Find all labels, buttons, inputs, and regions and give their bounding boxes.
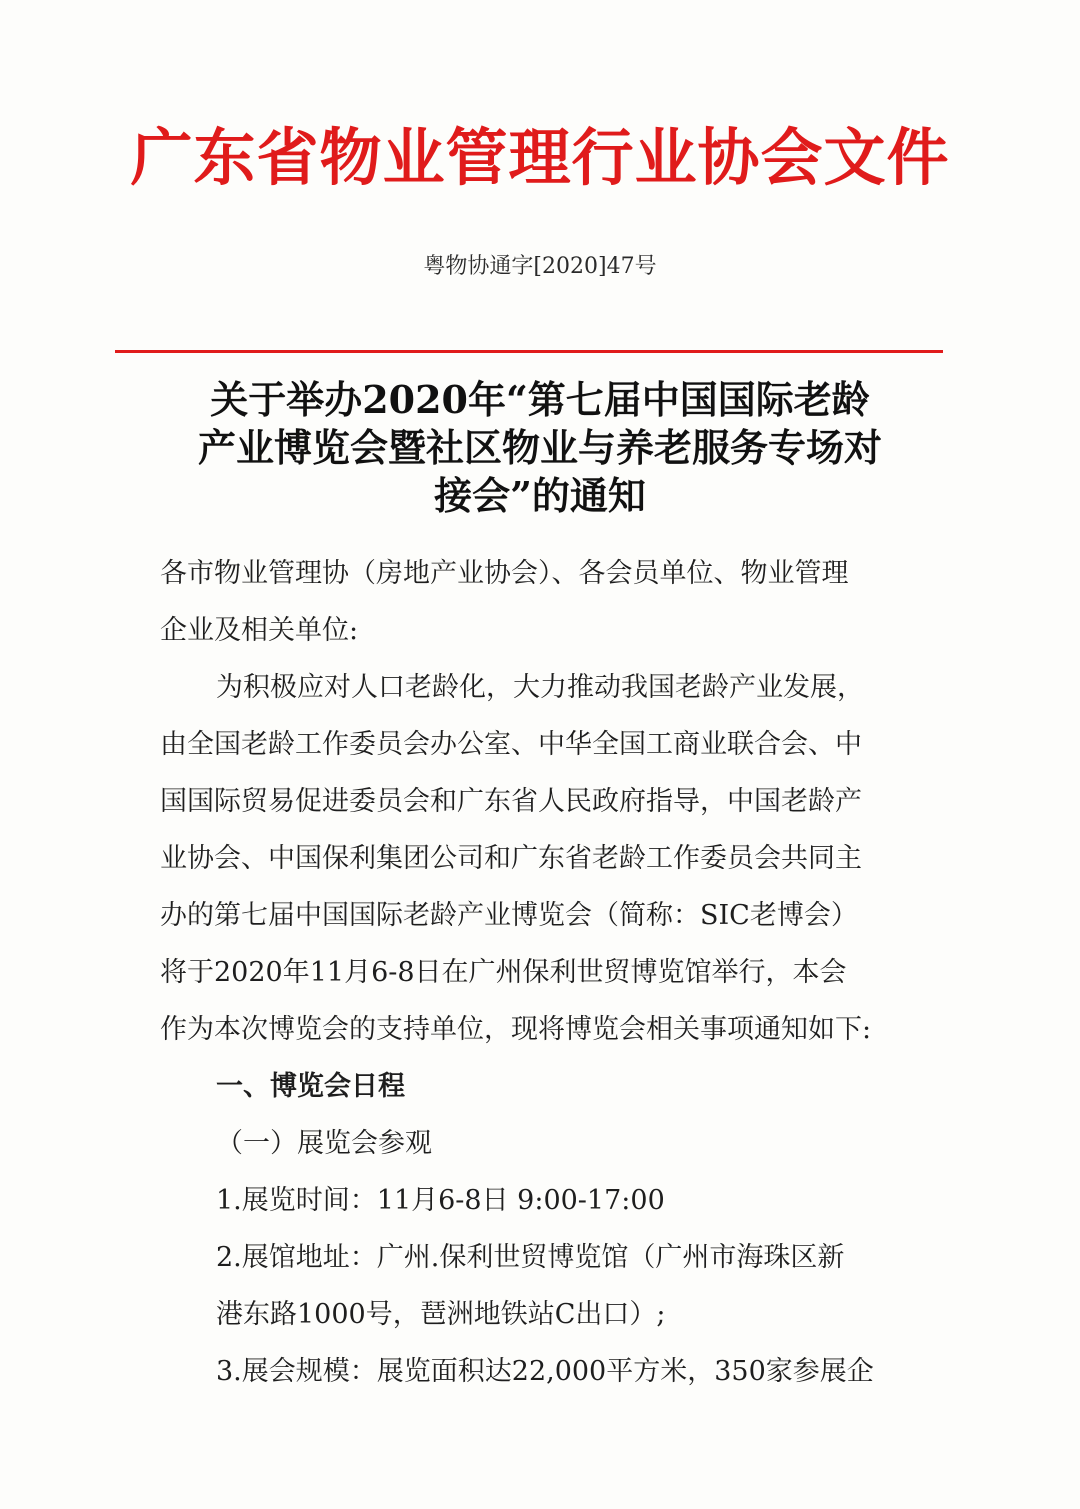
paragraph-line: 为积极应对人口老龄化，大力推动我国老龄产业发展，	[216, 672, 864, 703]
item-venue-address-cont: 港东路1000号，琶洲地铁站C出口）;	[216, 1299, 666, 1330]
paragraph-line: 国国际贸易促进委员会和广东省人民政府指导，中国老龄产	[160, 786, 862, 817]
salutation-line-1: 各市物业管理协（房地产业协会）、各会员单位、物业管理	[160, 558, 849, 589]
notice-title	[150, 376, 930, 520]
item-exhibition-scale: 3.展会规模：展览面积达22,000平方米，350家参展企	[216, 1356, 874, 1387]
item-exhibition-time: 1.展览时间：11月6-8日 9:00-17:00	[216, 1185, 665, 1216]
notice-title-line-2: 产业博览会暨社区物业与养老服务专场对	[197, 425, 882, 470]
paragraph-line: 办的第七届中国国际老龄产业博览会（简称：SIC老博会）	[160, 900, 858, 931]
document-masthead: 广东省物业管理行业协会文件	[130, 121, 950, 194]
item-venue-address: 2.展馆地址：广州.保利世贸博览馆（广州市海珠区新	[216, 1242, 845, 1273]
salutation-line-2: 企业及相关单位:	[160, 615, 359, 646]
notice-title-line-1: 关于举办2020年“第七届中国国际老龄	[210, 377, 870, 422]
paragraph-line: 作为本次博览会的支持单位，现将博览会相关事项通知如下:	[160, 1014, 872, 1045]
subsection-heading-exhibition: （一）展览会参观	[216, 1128, 432, 1159]
notice-title-line-3: 接会”的通知	[434, 473, 646, 518]
section-heading-schedule: 一、博览会日程	[216, 1071, 405, 1102]
paragraph-line: 将于2020年11月6-8日在广州保利世贸博览馆举行，本会	[160, 957, 847, 988]
document-number: 粤物协通字[2020]47号	[423, 254, 657, 279]
paragraph-line: 由全国老龄工作委员会办公室、中华全国工商业联合会、中	[160, 729, 862, 760]
paragraph-line: 业协会、中国保利集团公司和广东省老龄工作委员会共同主	[160, 843, 862, 874]
notice-body	[160, 545, 920, 1400]
red-divider-rule	[115, 350, 943, 353]
